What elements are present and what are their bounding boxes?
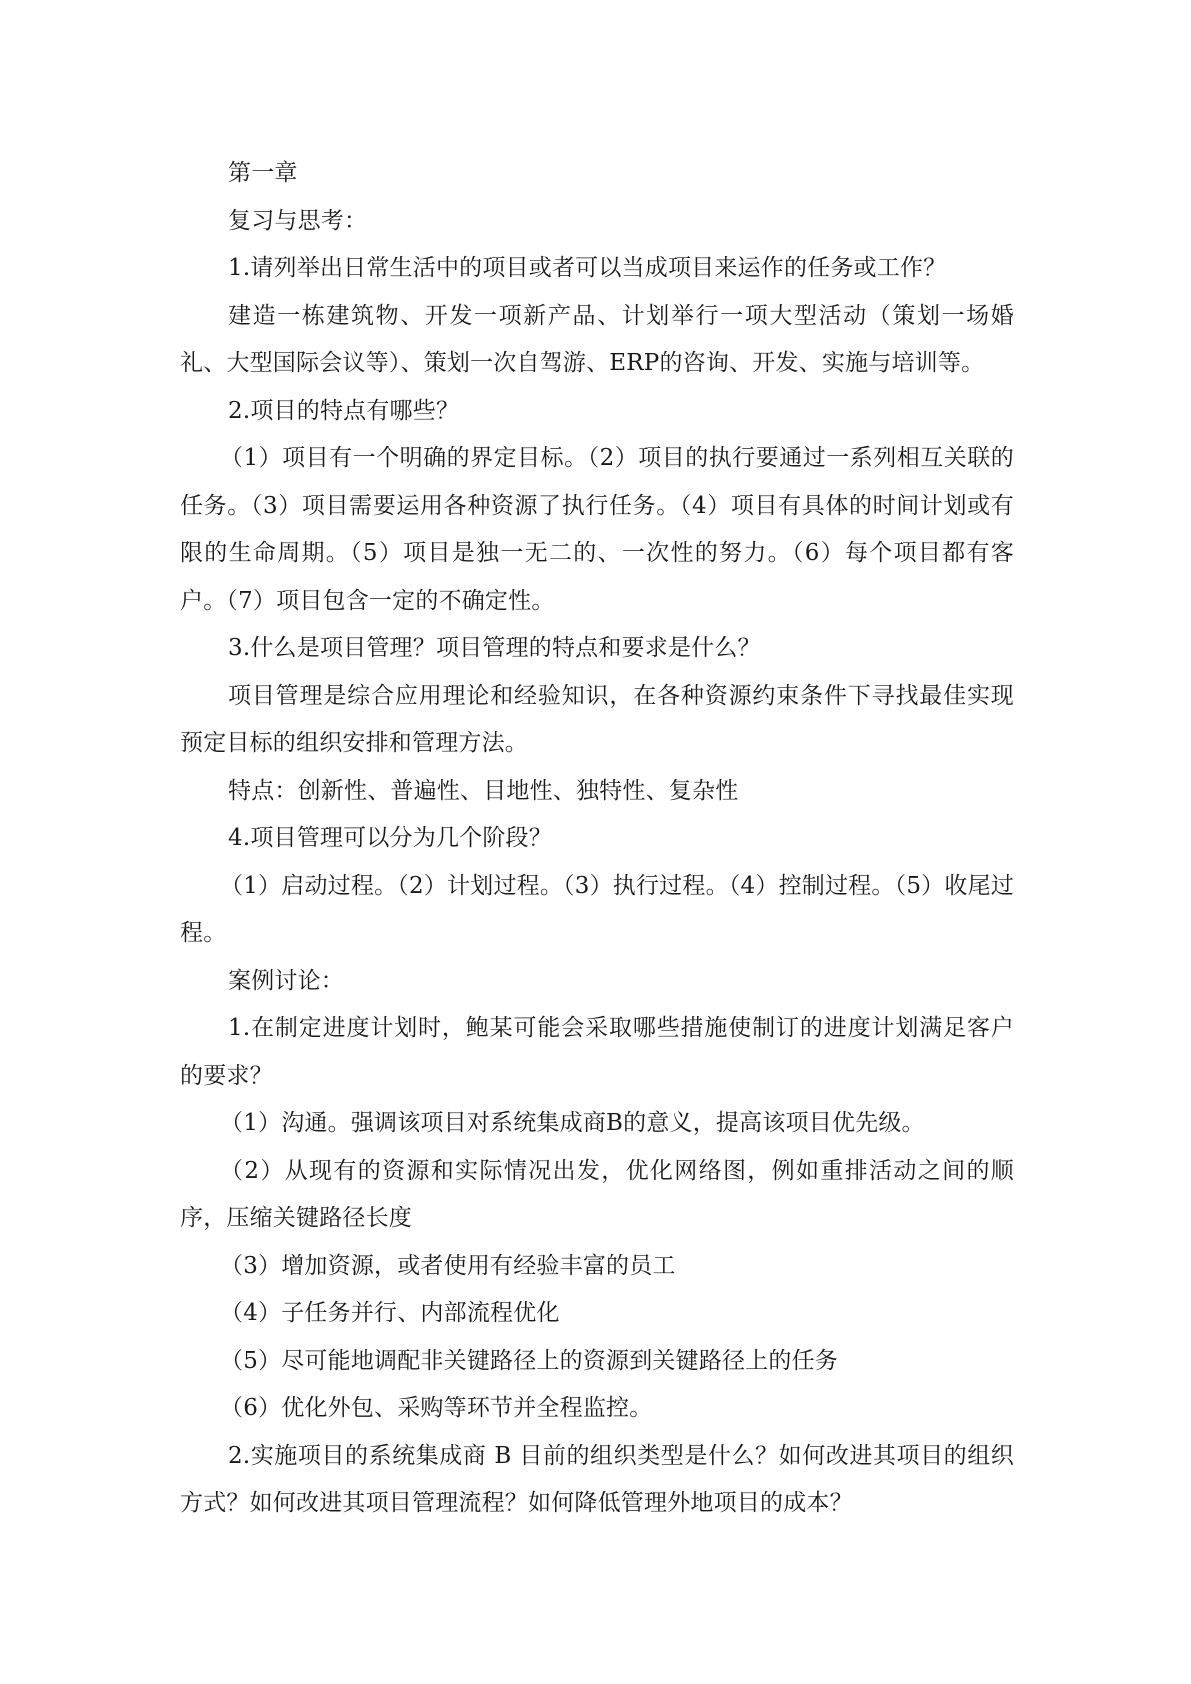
question-1: 1.请列举出日常生活中的项目或者可以当成项目来运作的任务或工作？ — [228, 255, 947, 281]
case-question-1: 1.在制定进度计划时，鲍某可能会采取哪些措施使制订的进度计划满足客户的要求？ — [180, 1015, 1014, 1089]
case-answer-item-5: （5）尽可能地调配非关键路径上的资源到关键路径上的任务 — [220, 1347, 839, 1374]
answer-4: （1）启动过程。（2）计划过程。（3）执行过程。（4）控制过程。（5）收尾过程。 — [180, 872, 1014, 946]
question-4: 4.项目管理可以分为几个阶段？ — [228, 825, 552, 851]
section-heading-case: 案例讨论： — [228, 967, 344, 994]
answer-3-definition: 项目管理是综合应用理论和经验知识，在各种资源约束条件下寻找最佳实现预定目标的组织安排和管理方法。 — [180, 682, 1014, 756]
case-answer-item-4: （4）子任务并行、内部流程优化 — [220, 1300, 560, 1326]
answer-1: 建造一栋建筑物、开发一项新产品、计划举行一项大型活动（策划一场婚礼、大型国际会议等）、策划一次自驾游、ERP的咨询、开发、实施与培训等。 — [180, 302, 1014, 376]
chapter-heading: 第一章 — [228, 160, 298, 186]
case-answer-item-3: （3）增加资源，或者使用有经验丰富的员工 — [220, 1252, 676, 1279]
answer-3-features: 特点：创新性、普遍性、目地性、独特性、复杂性 — [228, 777, 739, 804]
case-answer-item-1: （1）沟通。强调该项目对系统集成商B的意义，提高该项目优先级。 — [220, 1110, 925, 1136]
case-question-2: 2.实施项目的系统集成商 B 目前的组织类型是什么？如何改进其项目的组织方式？如何改进其项目管理流程？如何降低管理外地项目的成本？ — [180, 1442, 1014, 1516]
document-body — [180, 150, 1014, 1528]
answer-2: （1）项目有一个明确的界定目标。（2）项目的执行要通过一系列相互关联的任务。（3）项目需要运用各种资源了执行任务。（4）项目有具体的时间计划或有限的生命周期。（5）项目是独一无二的、一次性的努力。（6）每个项目都有客户。（7）项目包含一定的不确定性。 — [180, 445, 1014, 614]
question-2: 2.项目的特点有哪些？ — [228, 397, 460, 424]
question-3: 3.什么是项目管理？项目管理的特点和要求是什么？ — [228, 635, 761, 661]
section-heading-review: 复习与思考： — [228, 207, 368, 234]
case-answer-item-2: （2）从现有的资源和实际情况出发，优化网络图，例如重排活动之间的顺序，压缩关键路径长度 — [180, 1157, 1014, 1231]
case-answer-item-6: （6）优化外包、采购等环节并全程监控。 — [220, 1395, 653, 1421]
